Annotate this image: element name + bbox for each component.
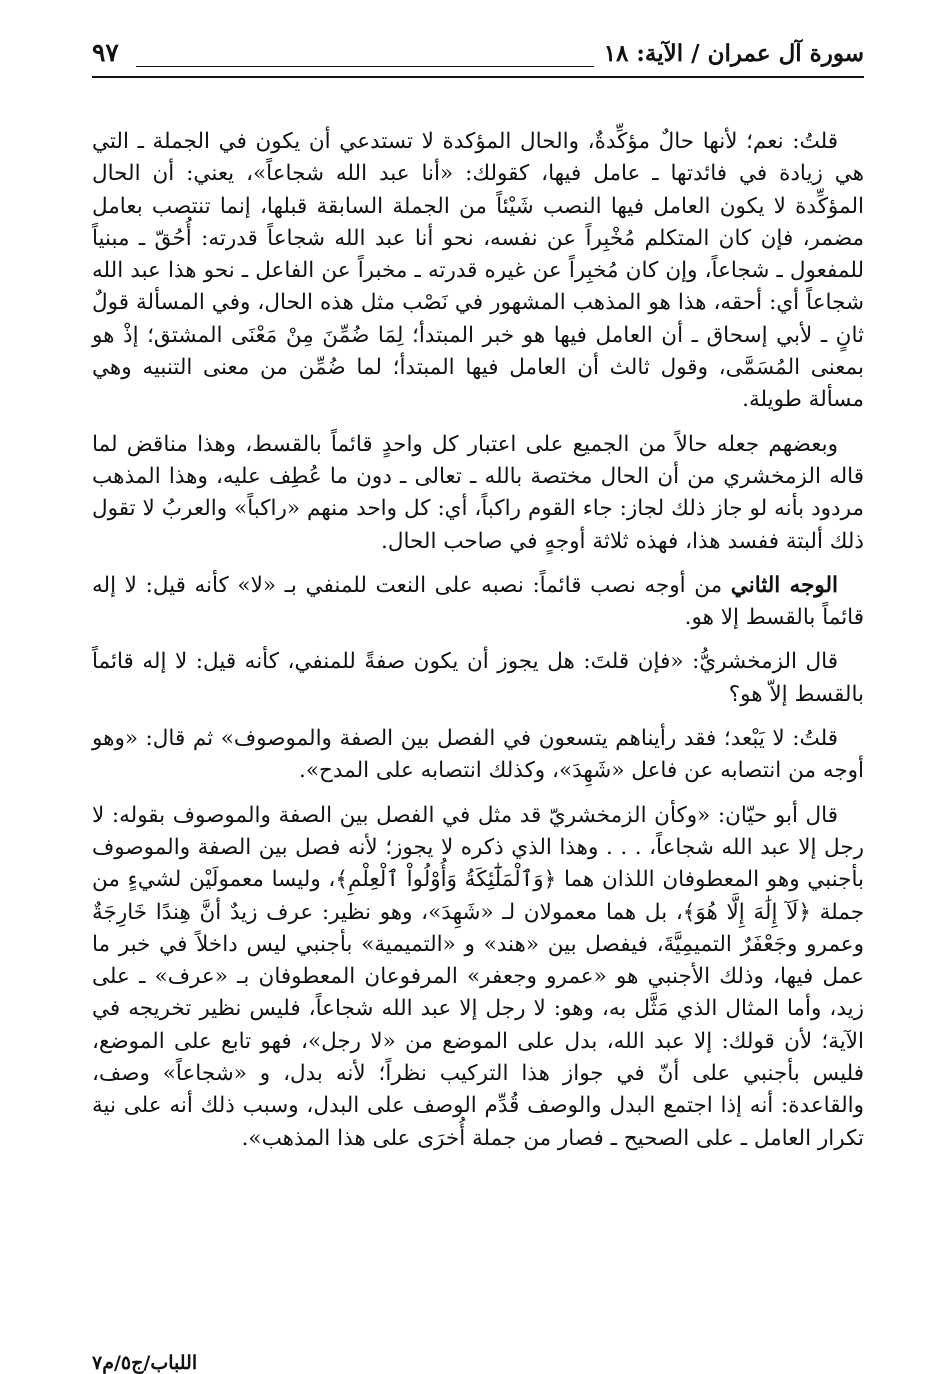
paragraph-2: وبعضهم جعله حالاً من الجميع على اعتبار كل واحدٍ قائماً بالقسط، وهذا مناقض لما قاله الزمخشري من أن الحال مختصة بالله ـ تعالى ـ دون ما عُطِف عليه، وهذا المذهب مردود بأنه لو جاز ذلك لجاز: جاء القوم راكباً، أي: كل واحد منهم «راكباً» والعربُ لا تقول ذلك ألبتة ففسد هذا، فهذه ثلاثة أوجهٍ في صاحب الحال. — [92, 431, 864, 554]
paragraph-1: قلتُ: نعم؛ لأنها حالٌ مؤكِّدةٌ، والحال المؤكدة لا تستدعي أن يكون في الجملة ـ التي هي زيادة في فائدتها ـ عامل فيها، كقولك: «أنا عبد الله شجاعاً»، يعني: أن الحال المؤكِّدة لا يكون العامل فيها النصب شَيْئاً من الجملة السابقة قبلها، إنما تنتصب بعامل مضمر، فإن كان المتكلم مُخْبِراً عن نفسه، نحو أنا عبد الله شجاعاً قدرته: أُحُقّ ـ مبنياً للمفعول ـ شجاعاً، وإن كان مُخبِراً عن غيره قدرته ـ مخبراً عن الفاعل ـ نحو هذا عبد الله شجاعاً أي: أحقه، هذا هو المذهب المشهور في نَصْب مثل هذه الحال، وفي المسألة قولٌ ثانٍ ـ لأبي إسحاق ـ أن العامل فيها هو خبر المبتدأ؛ لِمَا ضُمِّنَ مِنْ مَعْنَى المشتق؛ إذْ هو بمعنى المُسَمَّى، وقول ثالث أن العامل فيها المبتدأ؛ لما ضُمِّن من معنى التنبيه وهي مسألة طويلة. — [92, 129, 864, 413]
header-rule — [136, 66, 624, 67]
page-number: ٩٧ — [92, 38, 127, 67]
page-body — [92, 126, 864, 1155]
running-title: سورة آل عمران / الآية: ١٨ — [594, 40, 864, 67]
footer-signature: اللباب/ج٥/م٧ — [92, 1352, 198, 1374]
paragraph-3-text: من أوجه نصب قائماً: نصبه على النعت للمنفي بـ «لا» كأنه قيل: لا إله قائماً بالقسط إلا هو. — [92, 572, 864, 631]
page-header — [92, 36, 864, 78]
paragraph-5: قلتُ: لا يَبْعد؛ فقد رأيناهم يتسعون في الفصل بين الصفة والموصوف» ثم قال: «وهو أوجه من انتصابه عن فاعل «شَهِدَ»، وكذلك انتصابه على المدح». — [92, 726, 864, 784]
paragraph-6: قال أبو حيّان: «وكأن الزمخشريّ قد مثل في الفصل بين الصفة والموصوف بقوله: لا رجل إلا عبد الله شجاعاً، . . . وهذا الذي ذكره لا يجوز؛ لأنه فصل بين الصفة والموصوف بأجنبي وهو المعطوفان اللذان هما ﴿وَٱلْمَلَٰٓئِكَةُ وَأُوْلُواْ ٱلْعِلْمِ﴾، وليسا معمولَيْن لشيءٍ من جملة ﴿لَآ إِلَٰهَ إِلَّا هُوَ﴾، بل هما معمولان لـ «شَهِدَ»، وهو نظير: عرف زيدٌ أنَّ هِندًا خَارِجَةٌ وعمرو وجَعْفَرٌ التميمِيَّةَ، فيفصل بين «هند» و «التميمية» بأجنبي ليس داخلاً في خبر ما عمل فيها، وذلك الأجنبي هو «عمرو وجعفر» المرفوعان المعطوفان بـ «عرف» ـ على زيد، وأما المثال الذي مَثَّل به، وهو: لا رجل إلا عبد الله شجاعاً، فليس نظير تخريجه في الآية؛ لأن قولك: إلا عبد الله، بدل على الموضع من «لا رجل»، فهو تابع على الموضع، فليس بأجنبي على أنّ في جواز هذا التركيب نظراً؛ لأنه بدل، و «شجاعاً» وصف، والقاعدة: أنه إذا اجتمع البدل والوصف قُدِّم الوصف على البدل، وسبب ذلك أنه على نية تكرار العامل ـ على الصحيح ـ فصار من جملة أُخرَى على هذا المذهب». — [92, 802, 864, 1151]
paragraph-3 — [92, 570, 864, 635]
paragraph-4: قال الزمخشريُّ: «فإن قلتَ: هل يجوز أن يكون صفةً للمنفي، كأنه قيل: لا إله قائماً بالقسط إلاّ هو؟ — [92, 649, 864, 707]
book-page — [92, 36, 864, 1374]
paragraph-3-lead: الوجه الثاني — [730, 572, 838, 598]
